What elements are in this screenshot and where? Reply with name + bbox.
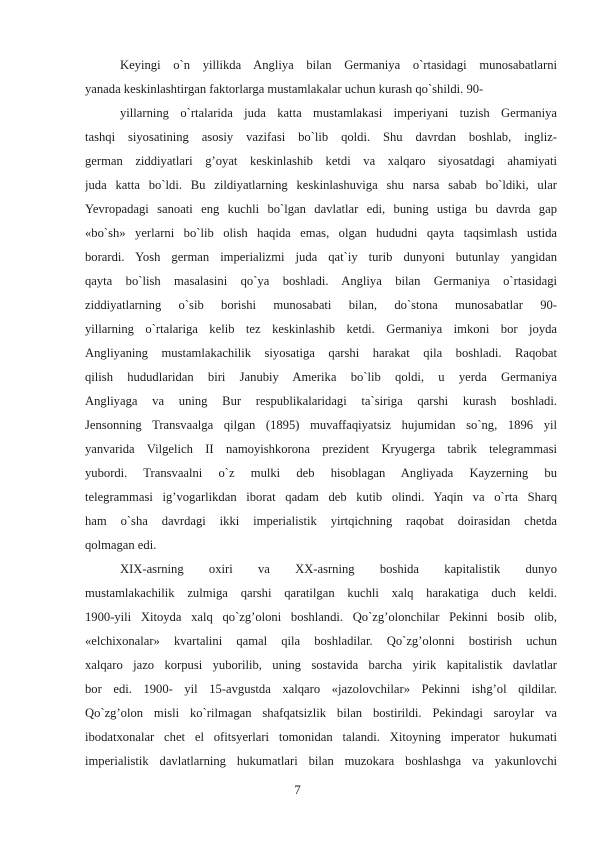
text-line: «bo`sh» yerlarni bo`lib olish haqida emas, olgan hududni qayta taqsimlash ustida [85,226,557,240]
text-line: xalqaro jazo korpusi yuborilib, uning sostavida barcha yirik kapitalistik davlatlar [85,658,557,672]
text-line: tashqi siyosatining asosiy vazifasi bo`lib qoldi. Shu davrdan boshlab, ingliz- [85,130,557,144]
text-line: ziddiyatlarning o`sib borishi munosabati bilan, do`stona munosabatlar 90- [85,298,557,312]
text-line: Keyingi o`n yillikda Angliya bilan Germaniya o`rtasidagi munosabatlarni [120,58,557,72]
text-line: Yevropadagi sanoati eng kuchli bo`lgan davlatlar edi, buning ustiga bu davrda gap [85,202,557,216]
text-line: telegrammasi ig’vogarlikdan iborat qadam deb kutib olindi. Yaqin va o`rta Sharq [85,490,557,504]
body-text [85,53,557,773]
text-line: qolmagan edi. [85,538,157,552]
text-line: bor edi. 1900- yil 15-avgustda xalqaro «jazolovchilar» Pekinni ishg’ol qildilar. [85,682,557,696]
text-line: qilish hududlaridan biri Janubiy Amerika bo`lib qoldi, u yerda Germaniya [85,370,557,384]
text-line: XIX-asrning oxiri va XX-asrning boshida kapitalistik dunyo [120,562,557,576]
text-line: german ziddiyatlari g’oyat keskinlashib ketdi va xalqaro siyosatdagi ahamiyati [85,154,557,168]
text-line: qayta bo`lish masalasini qo`ya boshladi. Angliya bilan Germaniya o`rtasidagi [85,274,557,288]
text-line: ibodatxonalar chet el ofitsyerlari tomonidan talandi. Xitoyning imperator hukumati [85,730,557,744]
text-line: yubordi. Transvaalni o`z mulki deb hisoblagan Angliyada Kayzerning bu [85,466,557,480]
text-line: 1900-yili Xitoyda xalq qo`zg’oloni boshlandi. Qo`zg’olonchilar Pekinni bosib olib, [85,610,557,624]
text-line: «elchixonalar» kvartalini qamal qila boshladilar. Qo`zg’olonni bostirish uchun [85,634,557,648]
text-line: mustamlakachilik zulmiga qarshi qaratilgan kuchli xalq harakatiga duch keldi. [85,586,557,600]
text-line: Jensonning Transvaalga qilgan (1895) muvaffaqiyatsiz hujumidan so`ng, 1896 yil [85,418,557,432]
text-line: ham o`sha davrdagi ikki imperialistik yirtqichning raqobat doirasidan chetda [85,514,557,528]
text-line: borardi. Yosh german imperializmi juda qat`iy turib dunyoni butunlay yangidan [85,250,557,264]
text-line: Angliyaga va uning Bur respublikalaridagi ta`siriga qarshi kurash boshladi. [85,394,557,408]
page-number: 7 [294,782,301,797]
text-line: juda katta bo`ldi. Bu zildiyatlarning keskinlashuviga shu narsa sabab bo`ldiki, ular [85,178,557,192]
text-line: yillarning o`rtalarida juda katta mustamlakasi imperiyani tuzish Germaniya [120,106,557,120]
text-line: Angliyaning mustamlakachilik siyosatiga qarshi harakat qila boshladi. Raqobat [85,346,557,360]
text-line: Qo`zg’olon misli ko`rilmagan shafqatsizlik bilan bostirildi. Pekindagi saroylar va [85,706,557,720]
text-line: yanvarida Vilgelich II namoyishkorona prezident Kryugerga tabrik telegrammasi [85,442,557,456]
text-line: yillarning o`rtalariga kelib tez keskinlashib ketdi. Germaniya imkoni bor joyda [85,322,557,336]
text-line: imperialistik davlatlarning hukumatlari bilan muzokara boshlashga va yakunlovchi [85,754,557,768]
text-line: yanada keskinlashtirgan faktorlarga mustamlakalar uchun kurash qo`shildi. 90- [85,82,484,96]
